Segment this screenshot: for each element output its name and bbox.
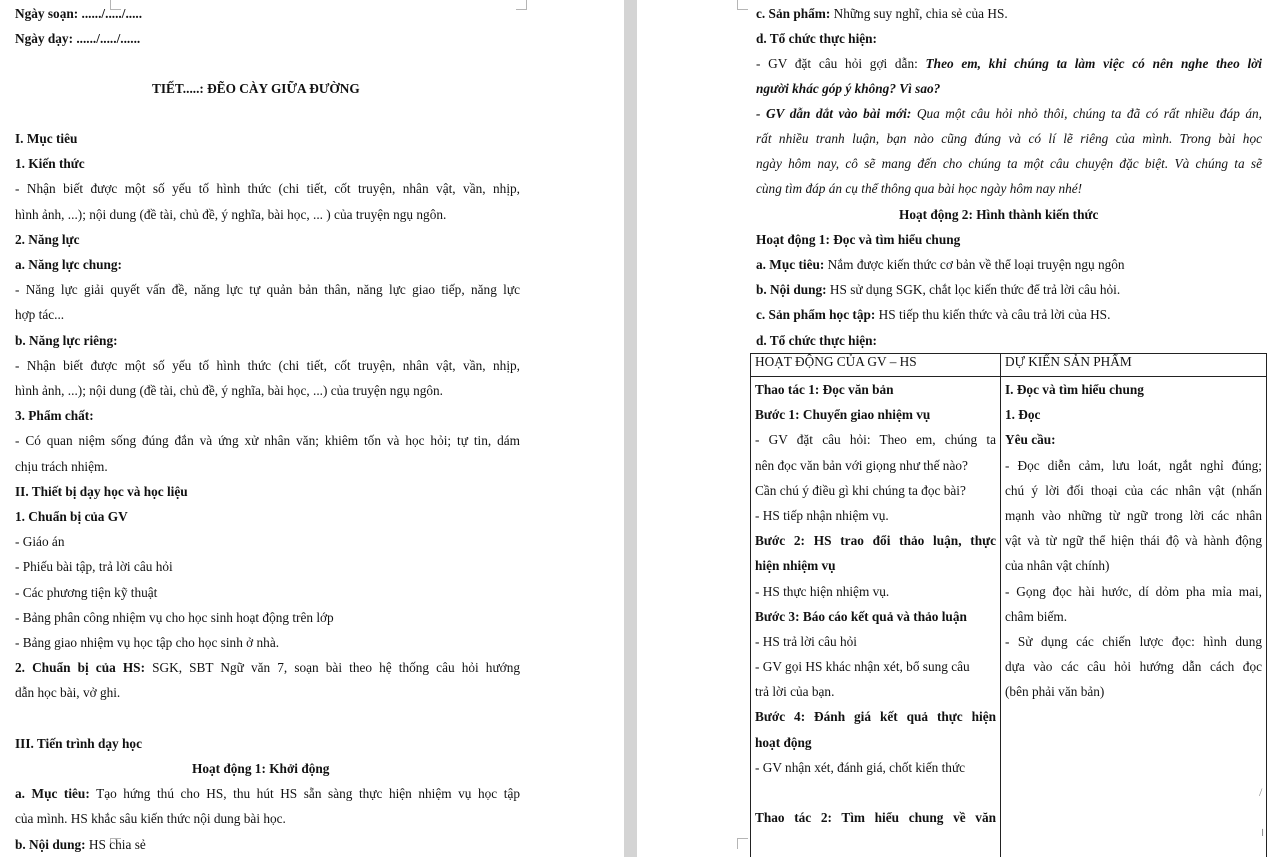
label-objective: a. Mục tiêu: [15, 786, 90, 801]
cell-line: - Sử dụng các chiến lược đọc: hình dung [1005, 633, 1262, 649]
paragraph-line: - Nhận biết được một số yếu tố hình thức (chi tiết, cốt truyện, nhân vật, vần, nhịp, [15, 181, 520, 196]
document-page-right [637, 0, 1271, 857]
table-header-row [751, 354, 1267, 377]
cell-line: của nhân vật chính) [1005, 558, 1110, 574]
subheading-specific-competence: b. Năng lực riêng: [15, 333, 118, 348]
paragraph-line: - Nhận biết được một số yếu tố hình thức (chi tiết, cốt truyện, nhân vật, vần, nhịp, [15, 358, 520, 373]
subheading-student-prep: 2. Chuẩn bị của HS: [15, 660, 146, 675]
table-header-products [1001, 354, 1267, 377]
paragraph-line [15, 786, 520, 802]
label-organization: d. Tổ chức thực hiện: [756, 31, 877, 46]
paragraph-text: - GV đặt câu hỏi gợi dẫn: [756, 56, 926, 71]
cell-line: Yêu cầu: [1005, 432, 1056, 448]
cell-line: Thao tác 1: Đọc văn bản [755, 382, 894, 397]
cell-blank-line [755, 780, 996, 805]
paragraph-text: HS sử dụng SGK, chắt lọc kiến thức để trả lời câu hỏi. [826, 282, 1121, 297]
cell-line: - GV gọi HS khác nhận xét, bổ sung câu [755, 659, 970, 675]
paragraph-text: Những suy nghĩ, chia sẻ của HS. [830, 6, 1008, 21]
cell-line: trả lời của bạn. [755, 684, 835, 700]
cell-line: Bước 4: Đánh giá kết quả thực hiện [755, 709, 996, 725]
document-page-left [0, 0, 624, 857]
activity-heading-warmup: Hoạt động 1: Khởi động [192, 761, 330, 776]
subheading-teacher-prep: 1. Chuẩn bị của GV [15, 509, 128, 524]
paragraph-line [756, 257, 1125, 273]
table-cell-activities [751, 377, 1001, 857]
paragraph-text: HS tiếp thu kiến thức và câu trả lời của HS. [875, 307, 1111, 322]
paragraph-text: Tạo hứng thú cho HS, thu hút HS sẵn sàng thực hiện nhiệm vụ học tập [89, 786, 520, 801]
question-text: người khác góp ý không? Vì sao? [756, 81, 941, 96]
cell-line: châm biếm. [1005, 608, 1068, 624]
paragraph-line: của mình. HS khắc sâu kiến thức nội dung bài học. [15, 811, 286, 826]
table-row [751, 377, 1267, 857]
cell-line: Cần chú ý điều gì khi chúng ta đọc bài? [755, 482, 966, 498]
date-taught: Ngày dạy: ....../...../...... [15, 31, 141, 46]
label-organization: d. Tổ chức thực hiện: [756, 333, 877, 348]
subheading-reading: Hoạt động 1: Đọc và tìm hiểu chung [756, 232, 961, 247]
paragraph-line [756, 6, 1008, 22]
lesson-title: TIẾT.....: ĐẼO CÀY GIỮA ĐƯỜNG [152, 81, 360, 96]
crop-mark [516, 0, 527, 10]
paragraph-line: - Năng lực giải quyết vấn đề, năng lực tự quản bản thân, năng lực giao tiếp, năng lực [15, 282, 520, 297]
paragraph-line: chịu trách nhiệm. [15, 459, 108, 474]
paragraph-line: rất nhiều tranh luận, bạn nào cũng đúng và có lí lẽ riêng của mình. Trong bài học [756, 131, 1262, 146]
paragraph-line: ngày hôm nay, cô sẽ mang đến cho chúng ta một câu chuyện đặc biệt. Và chúng ta sẽ [756, 156, 1262, 171]
section-heading-equipment: II. Thiết bị dạy học và học liệu [15, 484, 188, 499]
paragraph-line [756, 282, 1120, 298]
subheading-qualities: 3. Phẩm chất: [15, 408, 94, 423]
paragraph-line [15, 660, 520, 676]
section-heading-procedure: III. Tiến trình dạy học [15, 736, 142, 751]
date-prepared: Ngày soạn: ....../...../..... [15, 6, 143, 21]
paragraph-line: hợp tác... [15, 307, 65, 322]
cell-line: mạnh vào những từ ngữ trong lời các nhân [1005, 507, 1262, 523]
cell-line: - GV nhận xét, đánh giá, chốt kiến thức [755, 759, 966, 775]
cell-line: Bước 1: Chuyển giao nhiệm vụ [755, 407, 931, 423]
cell-line: I. Đọc và tìm hiểu chung [1005, 382, 1144, 397]
paragraph-text: HS chia sẻ [85, 837, 146, 852]
label-content: b. Nội dung: [756, 282, 827, 297]
cell-line: 1. Đọc [1005, 407, 1041, 423]
paragraph-line: hình ảnh, ...); nội dung (đề tài, chủ đề, ý nghĩa, bài học, ... ) của truyện ngụ ngôn. [15, 207, 447, 222]
cell-line: vật và từ ngữ thể hiện thái độ và hành động [1005, 533, 1262, 549]
paragraph-line [756, 56, 1262, 72]
paragraph-line: cùng tìm đáp án cụ thể thông qua bài học ngày hôm nay nhé! [756, 181, 1083, 196]
subheading-general-competence: a. Năng lực chung: [15, 257, 122, 272]
label-content: b. Nội dung: [15, 837, 86, 852]
label-learning-product: c. Sản phẩm học tập: [756, 307, 876, 322]
cell-line: - HS tiếp nhận nhiệm vụ. [755, 507, 889, 523]
paragraph-text: SGK, SBT Ngữ văn 7, soạn bài theo hệ thống câu hỏi hướng [145, 660, 520, 675]
paragraph-line: - Có quan niệm sống đúng đắn và ứng xử nhân văn; khiêm tốn và học hỏi; tự tin, dám [15, 433, 520, 448]
cell-line: - HS thực hiện nhiệm vụ. [755, 583, 890, 599]
cell-line: - Đọc diễn cảm, lưu loát, ngắt nghỉ đúng; [1005, 457, 1262, 473]
cell-line: hiện nhiệm vụ [755, 558, 836, 574]
label-product: c. Sản phẩm: [756, 6, 831, 21]
activity-heading-knowledge: Hoạt động 2: Hình thành kiến thức [899, 207, 1099, 222]
table-cell-products [1001, 377, 1267, 857]
label-objective: a. Mục tiêu: [756, 257, 825, 272]
header-text: DỰ KIẾN SẢN PHẨM [1005, 354, 1132, 369]
crop-mark [737, 0, 748, 10]
activity-table [750, 353, 1267, 857]
subheading-knowledge: 1. Kiến thức [15, 156, 85, 171]
margin-marker: ╷ [1259, 822, 1267, 836]
cell-line: - HS trả lời câu hỏi [755, 633, 857, 649]
cell-line: chú ý lời đối thoại của các nhân vật (nhấn [1005, 482, 1262, 498]
question-text: Theo em, khi chúng ta làm việc có nên nghe theo lời [925, 56, 1262, 71]
list-item: - Giáo án [15, 534, 65, 549]
cell-line: (bên phải văn bản) [1005, 684, 1105, 700]
paragraph-line [15, 837, 146, 853]
paragraph-line: dẫn học bài, vở ghi. [15, 685, 121, 700]
paragraph-line [756, 106, 1262, 122]
list-item: - Bảng phân công nhiệm vụ cho học sinh hoạt động trên lớp [15, 610, 334, 625]
cell-line: dựa vào các câu hỏi hướng dẫn cách đọc [1005, 659, 1262, 675]
cell-line: hoạt động [755, 734, 812, 750]
cell-line: - GV đặt câu hỏi: Theo em, chúng ta [755, 432, 996, 448]
margin-marker: / [1259, 785, 1263, 799]
list-item: - Các phương tiện kỹ thuật [15, 585, 158, 600]
paragraph-text: Qua một câu hỏi nhỏ thôi, chúng ta đã có rất nhiều đáp án, [911, 106, 1263, 121]
list-item: - Phiếu bài tập, trả lời câu hỏi [15, 559, 173, 574]
cell-line: - Gọng đọc hài hước, dí dỏm pha mỉa mai, [1005, 583, 1262, 599]
section-heading-objectives: I. Mục tiêu [15, 131, 78, 146]
subheading-competence: 2. Năng lực [15, 232, 80, 247]
header-text: HOẠT ĐỘNG CỦA GV – HS [755, 354, 917, 369]
paragraph-line [756, 307, 1110, 323]
paragraph-line: hình ảnh, ...); nội dung (đề tài, chủ đề, ý nghĩa, bài học, ...) của truyện ngụ ngôn. [15, 383, 443, 398]
cell-line: nên đọc văn bản với giọng như thế nào? [755, 457, 968, 473]
crop-mark [737, 838, 748, 849]
cell-line: Bước 3: Báo cáo kết quả và thảo luận [755, 608, 967, 624]
cell-line: Bước 2: HS trao đổi thảo luận, thực [755, 533, 996, 549]
label-lead-in: - GV dẫn dắt vào bài mới: [756, 106, 912, 121]
table-header-activities [751, 354, 1001, 377]
cell-line: Thao tác 2: Tìm hiểu chung về văn [755, 810, 996, 826]
list-item: - Bảng giao nhiệm vụ học tập cho học sinh ở nhà. [15, 635, 280, 650]
paragraph-text: Nắm được kiến thức cơ bản về thể loại truyện ngụ ngôn [824, 257, 1125, 272]
